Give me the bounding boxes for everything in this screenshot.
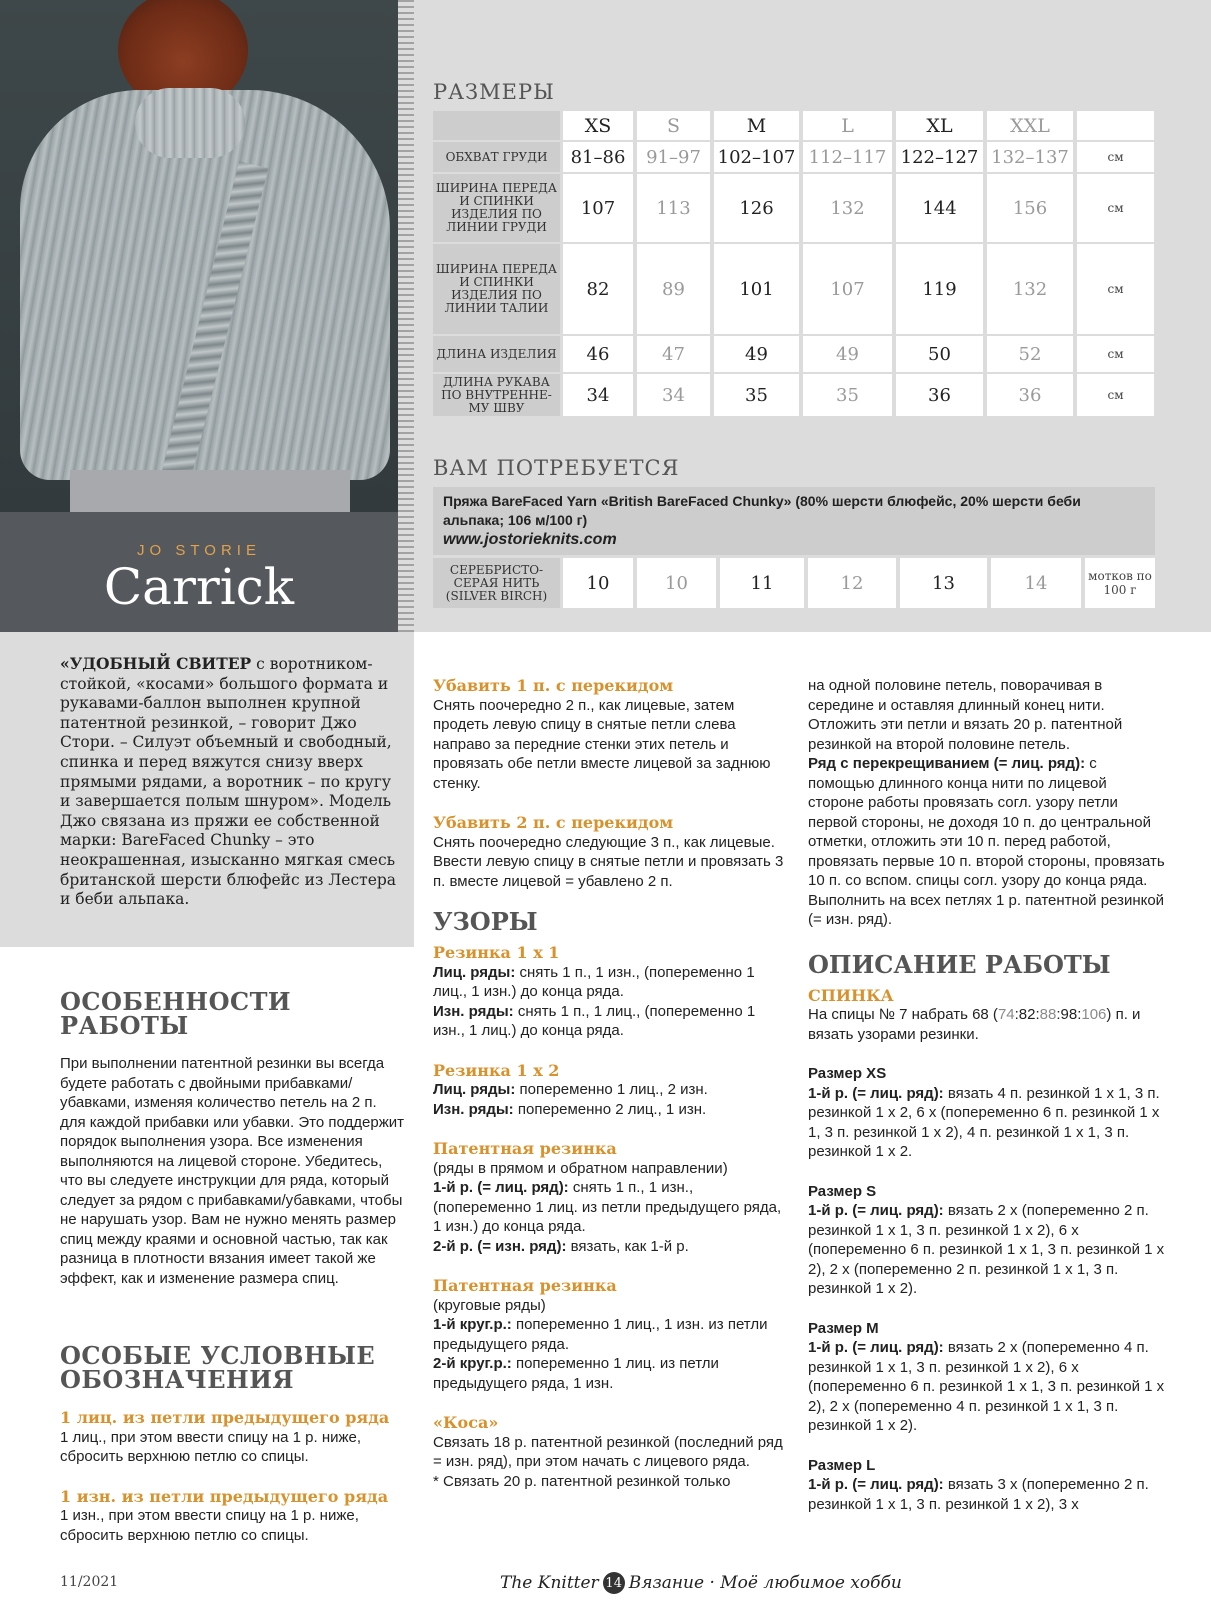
yarn-text: Пряжа BareFaced Yarn «British BareFaced Chunky» (80% шерсти блюфейс, 20% шерсти беби альпака; 106 м/100 г)	[443, 493, 1081, 528]
sizes-corner-cell	[433, 111, 560, 140]
size-unit: см	[1077, 174, 1154, 242]
materials-heading: ВАМ ПОТРЕБУЕТСЯ	[433, 456, 680, 480]
magazine-name: The Knitter	[500, 1573, 599, 1593]
size-value: 144	[896, 174, 983, 242]
features-text: При выполнении патентной резинки вы всегда будете работать с двойными прибавками/убавками, изменяя количество петель на 2 п. для каждой прибавки или убавки. Это поддержит порядок выполнения узора. Все изменения выполняются на лицевой стороне. Убедитесь, что вы следуете инструкции для ряда, который следует за рядом с прибавками/убавками, чтобы не нарушать узор. Вам не нужно менять размер спиц между краями и основной частью, так как разница в плотности вязания имеет такой же эффект, как и изменение размера спиц.	[60, 1055, 404, 1287]
yarn-amount: 11	[720, 558, 804, 608]
rib11-line-1: Лиц. ряды: снять 1 п., 1 изн., (попеременно 1 лиц., 1 изн.) до конца ряда.	[433, 963, 755, 1000]
size-header-xl: XL	[896, 111, 983, 140]
brioche2-line-1: 1-й круг.р.: попеременно 1 лиц., 1 изн. из петли предыдущего ряда.	[433, 1316, 768, 1353]
column-2	[433, 676, 788, 1491]
cable-text-2: * Связать 20 р. патентной резинкой только	[433, 1472, 731, 1490]
column-3	[808, 676, 1166, 1514]
size-header-xs: XS	[563, 111, 633, 140]
size-value: 34	[563, 374, 633, 416]
dec1-text: Снять поочередно 2 п., как лицевые, затем продеть левую спицу в снятые петли слева направо за передние стенки этих петель и провязать обе петли вместе лицевой за заднюю стенку.	[433, 696, 771, 792]
size-value: 122–127	[896, 142, 983, 172]
size-value: 52	[987, 336, 1073, 372]
brioche1-line-1: 1-й р. (= лиц. ряд): снять 1 п., 1 изн., (попеременно 1 лиц. из петли предыдущего ряда, 1 изн.) до конца ряда.	[433, 1179, 782, 1235]
yarn-amount: 10	[563, 558, 633, 608]
magazine-tagline: Вязание · Моё любимое хобби	[628, 1573, 902, 1593]
size-value: 112–117	[803, 142, 892, 172]
size-value: 101	[714, 244, 799, 334]
size-value: 132	[987, 244, 1073, 334]
size-row-label: ДЛИНА РУКАВА ПО ВНУТРЕННЕ-МУ ШВУ	[433, 374, 560, 416]
rib12-line-2: Изн. ряды: попеременно 2 лиц., 1 изн.	[433, 1100, 707, 1118]
brioche1-line-2: 2-й р. (= изн. ряд): вязать, как 1-й р.	[433, 1237, 689, 1255]
yarn-color-label: СЕРЕБРИСТО-СЕРАЯ НИТЬ (SILVER BIRCH)	[433, 558, 560, 608]
yarn-amount: 10	[637, 558, 716, 608]
size-value: 156	[987, 174, 1073, 242]
yarn-amount: 12	[808, 558, 896, 608]
features-heading	[60, 987, 292, 1040]
features-heading-1: ОСОБЕННОСТИ	[60, 987, 292, 1016]
intro-lead: «УДОБНЫЙ СВИТЕР	[60, 654, 252, 673]
size-l-title: Размер L	[808, 1456, 876, 1474]
size-value: 107	[563, 174, 633, 242]
cross-row: Ряд с перекрещиванием (= лиц. ряд): с помощью длинного конца нити по лицевой стороне работы провязать согл. узору петли первой стороны, не доходя 10 п. до центральной отметки, отложить эти 10 п. перед работой, провязать первые 10 п. второй стороны, провязать 10 п. со вспом. спицы согл. узору до конца ряда. Выполнить на всех петлях 1 р. патентной резинкой (= изн. ряд).	[808, 755, 1165, 928]
description-heading: ОПИСАНИЕ РАБОТЫ	[808, 949, 1111, 979]
yarn-amount: 14	[991, 558, 1081, 608]
size-row-label: ДЛИНА ИЗДЕЛИЯ	[433, 336, 560, 372]
footer-magazine	[500, 1572, 902, 1594]
size-header-m: M	[714, 111, 799, 140]
abbrev-2-title: 1 изн. из петли предыдущего ряда	[60, 1486, 389, 1506]
pattern-title: Carrick	[103, 558, 295, 616]
size-value: 35	[803, 374, 892, 416]
rib12-line-1: Лиц. ряды: попеременно 1 лиц., 2 изн.	[433, 1081, 708, 1098]
size-value: 91–97	[637, 142, 710, 172]
brioche2-sub: (круговые ряды)	[433, 1296, 546, 1314]
size-header-s: S	[637, 111, 710, 140]
size-value: 107	[803, 244, 892, 334]
yarn-unit: мотков по 100 г	[1085, 558, 1155, 608]
size-xs-title: Размер XS	[808, 1065, 887, 1082]
page-number: 14	[603, 1572, 625, 1594]
size-m-text: 1-й р. (= лиц. ряд): вязать 2 х (попеременно 4 п. резинкой 1 х 1, 3 п. резинкой 1 х 2), 6 х (попеременно 6 п. резинкой 1 х 1, 3 п. резинкой 1 х 2), 2 х (попеременно 4 п. резинкой 1 х 1, 3 п. резинкой 1 х 2).	[808, 1339, 1165, 1434]
size-header-xxl: XXL	[987, 111, 1073, 140]
rib12-title: Резинка 1 х 2	[433, 1060, 560, 1080]
yarn-url[interactable]: www.jostorieknits.com	[443, 531, 617, 548]
patterns-heading: УЗОРЫ	[433, 907, 538, 936]
abbrev-2-text: 1 изн., при этом ввести спицу на 1 р. ниже, сбросить верхнюю петлю со спицы.	[60, 1507, 359, 1544]
features-heading-2: РАБОТЫ	[60, 1011, 189, 1040]
size-value: 34	[637, 374, 710, 416]
dec2-title: Убавить 2 п. с перекидом	[433, 813, 674, 832]
cable-continued: на одной половине петель, поворачивая в середине и оставляя длинный конец нити. Отложить эти петли и вязать 20 р. патентной резинкой на второй половине петель.	[808, 677, 1123, 753]
brioche1-sub: (ряды в прямом и обратном направлении)	[433, 1159, 728, 1177]
size-value: 81–86	[563, 142, 633, 172]
size-value: 47	[637, 336, 710, 372]
size-s-text: 1-й р. (= лиц. ряд): вязать 2 х (попеременно 2 п. резинкой 1 х 1, 3 п. резинкой 1 х 2), 6 х (попеременно 6 п. резинкой 1 х 1, 3 п. резинкой 1 х 2), 2 х (попеременно 2 п. резинкой 1 х 1, 3 п. резинкой 1 х 2).	[808, 1202, 1165, 1297]
size-value: 36	[896, 374, 983, 416]
size-value: 119	[896, 244, 983, 334]
abbrev-heading-1: ОСОБЫЕ УСЛОВНЫЕ	[60, 1341, 376, 1370]
photo-collar	[135, 88, 245, 158]
abbrev-1-text: 1 лиц., при этом ввести спицу на 1 р. ниже, сбросить верхнюю петлю со спицы.	[60, 1428, 362, 1465]
size-value: 132–137	[987, 142, 1073, 172]
abbrev-heading	[60, 1341, 376, 1394]
intro-body: с воротником-стойкой, «косами» большого формата и рукавами-баллон выполнен крупной патентной резинкой, – говорит Джо Стори. – Силуэт объемный и свободный, спинка и перед вяжутся снизу вверх прямыми рядами, а воротник – по кругу и завершается полым шнуром». Модель Джо связана из пряжи ее собственной марки: BareFaced Chunky – это неокрашенная, изысканно мягкая смесь британской шерсти блюфейс из Лестера и беби альпака.	[60, 655, 397, 909]
unit-header-cell	[1077, 111, 1154, 140]
rib11-line-2: Изн. ряды: снять 1 п., 1 лиц., (попеременно 1 изн., 1 лиц.) до конца ряда.	[433, 1002, 756, 1039]
size-m-title: Размер M	[808, 1319, 879, 1337]
cable-text: Связать 18 р. патентной резинкой (последний ряд = изн. ряд), при этом начать с лицевого ряда.	[433, 1433, 783, 1470]
intro-text	[60, 654, 405, 910]
abbrev-1-title: 1 лиц. из петли предыдущего ряда	[60, 1408, 390, 1427]
size-unit: см	[1077, 374, 1154, 416]
yarn-description	[433, 487, 1155, 555]
designer-name: JO STORIE	[137, 542, 261, 559]
size-l-text: 1-й р. (= лиц. ряд): вязать 3 х (попеременно 2 п. резинкой 1 х 1, 3 п. резинкой 1 х 2), 3 х	[808, 1476, 1149, 1513]
back-title: СПИНКА	[808, 985, 894, 1005]
dec2-text: Снять поочередно следующие 3 п., как лицевые. Ввести левую спицу в снятые петли и провязать 3 п. вместе лицевой = убавлено 2 п.	[433, 833, 784, 890]
size-xs-text: 1-й р. (= лиц. ряд): вязать 4 п. резинкой 1 х 1, 3 п. резинкой 1 х 2, 6 х (попеременно 6 п. резинкой 1 х 1, 3 п. резинкой 1 х 2), 4 п. резинкой 1 х 1, 3 п. резинкой 1 х 2.	[808, 1084, 1160, 1160]
abbrev-list	[60, 1408, 405, 1545]
abbrev-heading-2: ОБОЗНАЧЕНИЯ	[60, 1365, 295, 1394]
size-value: 35	[714, 374, 799, 416]
yarn-amount: 13	[900, 558, 987, 608]
rib11-title: Резинка 1 х 1	[433, 943, 560, 962]
issue-date: 11/2021	[60, 1574, 119, 1590]
brioche2-title: Патентная резинка	[433, 1276, 617, 1295]
cable-title: «Коса»	[433, 1413, 499, 1432]
brioche1-title: Патентная резинка	[433, 1139, 617, 1158]
size-unit: см	[1077, 336, 1154, 372]
size-value: 50	[896, 336, 983, 372]
size-value: 132	[803, 174, 892, 242]
size-value: 126	[714, 174, 799, 242]
size-value: 46	[563, 336, 633, 372]
size-row-label: ОБХВАТ ГРУДИ	[433, 142, 560, 172]
size-value: 113	[637, 174, 710, 242]
spiral-binding	[398, 0, 414, 632]
sizes-heading: РАЗМЕРЫ	[433, 80, 555, 104]
photo-skirt	[70, 470, 350, 512]
dec1-title: Убавить 1 п. с перекидом	[433, 676, 674, 695]
size-value: 82	[563, 244, 633, 334]
size-value: 49	[803, 336, 892, 372]
brioche2-line-2: 2-й круг.р.: попеременно 1 лиц. из петли предыдущего ряда, 1 изн.	[433, 1355, 719, 1392]
cast-on: На спицы № 7 набрать 68 (74:82:88:98:106) п. и вязать узорами резинки.	[808, 1006, 1141, 1043]
size-row-label: ШИРИНА ПЕРЕДА И СПИНКИ ИЗДЕЛИЯ ПО ЛИНИИ ТАЛИИ	[433, 244, 560, 334]
size-value: 89	[637, 244, 710, 334]
size-row-label: ШИРИНА ПЕРЕДА И СПИНКИ ИЗДЕЛИЯ ПО ЛИНИИ ГРУДИ	[433, 174, 560, 242]
size-value: 49	[714, 336, 799, 372]
size-unit: см	[1077, 244, 1154, 334]
size-unit: см	[1077, 142, 1154, 172]
size-s-title: Размер S	[808, 1182, 877, 1200]
size-header-l: L	[803, 111, 892, 140]
model-photo	[0, 0, 398, 512]
size-value: 102–107	[714, 142, 799, 172]
size-value: 36	[987, 374, 1073, 416]
